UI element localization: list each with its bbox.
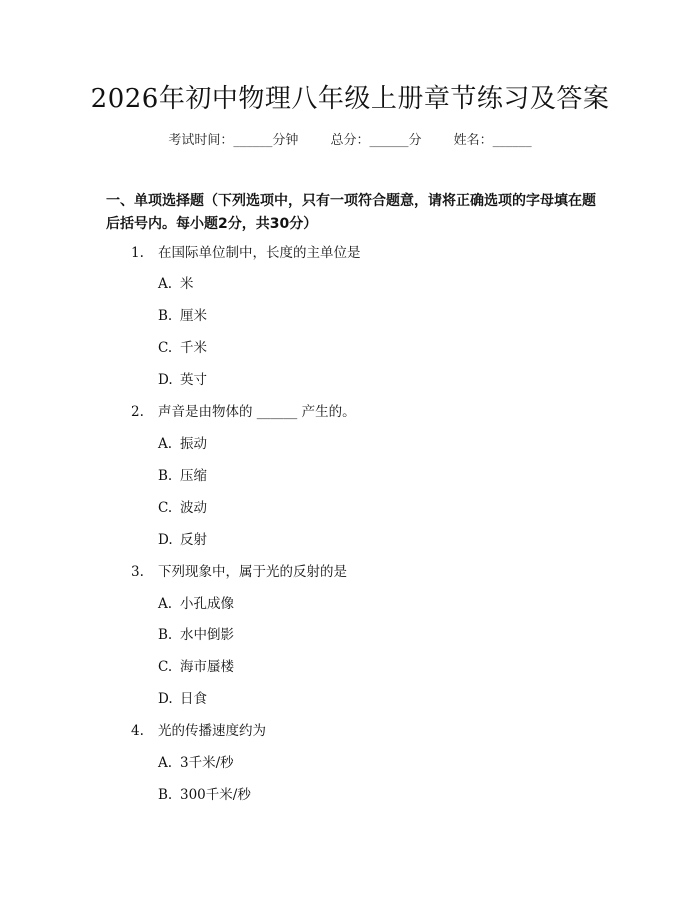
option-letter: A. <box>158 276 173 292</box>
option-text: 海市蜃楼 <box>180 659 234 675</box>
question-2 <box>131 402 356 422</box>
option-3c <box>158 657 234 677</box>
exam-info-line <box>0 131 700 151</box>
option-2c <box>158 498 207 518</box>
option-text: 英寸 <box>180 372 207 388</box>
option-2b <box>158 466 207 486</box>
question-3 <box>131 562 347 582</box>
option-text: 反射 <box>180 532 207 548</box>
option-text: 压缩 <box>180 468 207 484</box>
option-text: 厘米 <box>180 308 207 324</box>
option-2a <box>158 434 207 454</box>
option-letter: C. <box>158 500 173 516</box>
option-4a <box>158 753 234 773</box>
total-score-field: 总分：______分 <box>330 133 422 148</box>
option-letter: D. <box>158 691 173 707</box>
option-letter: B. <box>158 787 173 803</box>
question-number: 2. <box>131 404 144 420</box>
option-1a <box>158 274 194 294</box>
exam-time-field: 考试时间：______分钟 <box>168 133 299 148</box>
question-1 <box>131 243 361 263</box>
question-text: 在国际单位制中，长度的主单位是 <box>158 245 361 261</box>
option-letter: B. <box>158 627 173 643</box>
option-1d <box>158 370 207 390</box>
option-letter: C. <box>158 659 173 675</box>
option-letter: A. <box>158 436 173 452</box>
option-letter: A. <box>158 755 173 771</box>
option-4b <box>158 785 251 805</box>
option-letter: B. <box>158 468 173 484</box>
question-number: 1. <box>131 245 144 261</box>
option-text: 波动 <box>180 500 207 516</box>
student-name-field: 姓名：______ <box>453 133 532 148</box>
section-heading-single-choice: 一、单项选择题（下列选项中，只有一项符合题意，请将正确选项的字母填在题后括号内。每小题2分，共30分） <box>106 193 596 232</box>
option-letter: C. <box>158 340 173 356</box>
option-text: 千米 <box>180 340 207 356</box>
page-title: 2026年初中物理八年级上册章节练习及答案 <box>90 84 610 114</box>
option-2d <box>158 530 207 550</box>
option-text: 300千米/秒 <box>180 787 251 803</box>
option-3b <box>158 625 234 645</box>
option-3a <box>158 594 234 614</box>
question-number: 4. <box>131 723 144 739</box>
option-letter: A. <box>158 596 173 612</box>
option-letter: B. <box>158 308 173 324</box>
question-text: 下列现象中，属于光的反射的是 <box>158 564 347 580</box>
question-4 <box>131 721 266 741</box>
option-text: 小孔成像 <box>180 596 234 612</box>
option-1c <box>158 338 207 358</box>
question-number: 3. <box>131 564 144 580</box>
option-text: 日食 <box>180 691 207 707</box>
question-text: 光的传播速度约为 <box>158 723 266 739</box>
option-1b <box>158 306 207 326</box>
option-text: 米 <box>180 276 194 292</box>
option-text: 3千米/秒 <box>180 755 234 771</box>
question-text: 声音是由物体的 ______ 产生的。 <box>158 404 356 420</box>
option-letter: D. <box>158 532 173 548</box>
option-letter: D. <box>158 372 173 388</box>
option-text: 水中倒影 <box>180 627 234 643</box>
option-3d <box>158 689 207 709</box>
option-text: 振动 <box>180 436 207 452</box>
